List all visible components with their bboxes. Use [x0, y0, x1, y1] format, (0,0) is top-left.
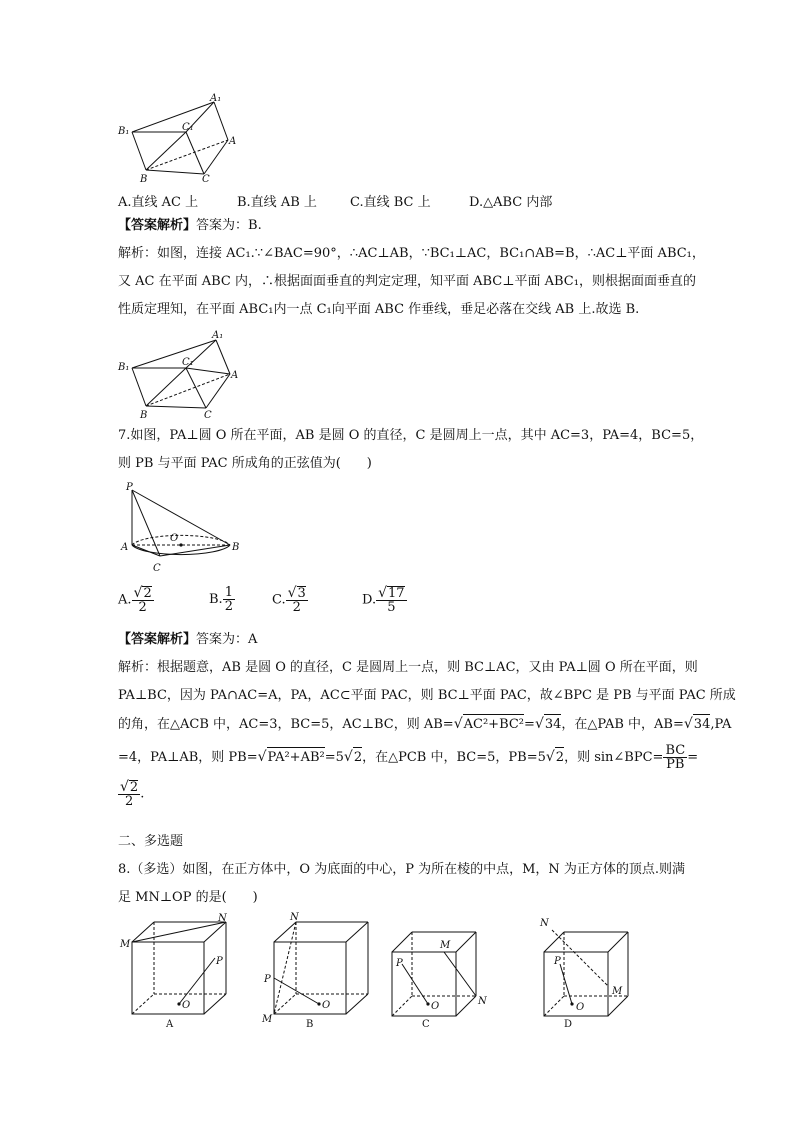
label-o: O: [431, 1001, 440, 1012]
q7-analysis-line-3: 的角，在△ACB 中，AC=3，BC=5，AC⊥BC，则 AB=√AC²+BC²=√34，在△PAB 中，AB=√34,PA: [118, 714, 731, 735]
cube-figure-c: [384, 912, 494, 1032]
label-a: A: [229, 136, 237, 147]
label-b: B: [140, 410, 148, 421]
q6-option-a: A.直线 AC 上: [118, 195, 199, 210]
q6-option-c: C.直线 BC 上: [350, 195, 431, 210]
label-a: A: [121, 542, 129, 553]
label-o: O: [170, 533, 179, 544]
caption-a: A: [166, 1019, 174, 1030]
label-p: P: [126, 482, 133, 493]
q7-option-a: A. $\frac{√2}{2}$: [118, 585, 152, 615]
q7-stem-line-1: 7.如图，PA⊥圆 O 所在平面，AB 是圆 O 的直径，C 是圆周上一点，其中 AC=3，PA=4，BC=5，: [118, 428, 704, 443]
q6-option-b: B.直线 AB 上: [237, 195, 317, 210]
q7-answer: [118, 630, 257, 650]
label-n: N: [540, 918, 549, 929]
label-c1: C₁: [182, 357, 194, 368]
caption-d: D: [564, 1019, 573, 1030]
label-p: P: [554, 956, 561, 967]
answer-text: 答案为：A: [196, 632, 258, 647]
cube-figure-a: [118, 912, 238, 1032]
label-o: O: [182, 1000, 191, 1011]
q6-answer: [118, 216, 262, 236]
figure-cone: [118, 480, 238, 575]
q7-analysis-line-2: PA⊥BC，因为 PA∩AC=A，PA，AC⊂平面 PAC，则 BC⊥平面 PAC，故∠BPC 是 PB 与平面 PAC 所成: [118, 688, 736, 703]
label-n: N: [290, 912, 299, 923]
q6-analysis-line-1: 解析：如图，连接 AC₁.∵∠BAC=90°，∴AC⊥AB，∵BC₁⊥AC，BC₁∩AB=B，∴AC⊥平面 ABC₁，: [118, 246, 705, 261]
q6-analysis-line-3: 性质定理知，在平面 ABC₁内一点 C₁向平面 ABC 作垂线，垂足必落在交线 AB 上.故选 B.: [118, 302, 640, 317]
label-p: P: [264, 974, 271, 985]
caption-c: C: [422, 1019, 430, 1030]
label-m: M: [262, 1014, 273, 1025]
label-c: C: [153, 563, 161, 574]
section-title: 二、多选题: [118, 834, 184, 849]
label-m: M: [612, 986, 623, 997]
q7-option-d: D. $\frac{√17}{5}$: [362, 585, 405, 615]
figure-prism-2: [116, 330, 246, 420]
q7-stem-line-2: 则 PB 与平面 PAC 所成角的正弦值为( ): [118, 456, 372, 471]
label-a1: A₁: [210, 93, 222, 104]
q8-stem-line-2: 足 MN⊥OP 的是( ): [118, 890, 258, 905]
label-c: C: [202, 174, 210, 185]
q7-option-c: C. $\frac{√3}{2}$: [272, 585, 306, 615]
label-o: O: [576, 1002, 585, 1013]
caption-b: B: [306, 1019, 314, 1030]
q6-analysis-line-2: 又 AC 在平面 ABC 内，∴根据面面垂直的判定定理，知平面 ABC⊥平面 ABC₁，则根据面面垂直的: [118, 274, 696, 289]
label-b: B: [140, 174, 148, 185]
q7-analysis-line-5: $\frac{√2}{2}$ .: [120, 779, 145, 809]
label-b: B: [232, 542, 240, 553]
label-a: A: [231, 370, 239, 381]
label-c: C: [204, 410, 212, 421]
label-a1: A₁: [212, 330, 224, 341]
q7-analysis-line-4: =4，PA⊥AB，则 PB=√PA²+AB²=5√2，在△PCB 中，BC=5，PB=5√2，则 sin∠BPC= $\frac{BC}{PB}$ =: [118, 743, 699, 772]
label-n: N: [478, 996, 487, 1007]
q6-option-d: D.△ABC 内部: [469, 195, 553, 210]
label-c1: C₁: [182, 122, 194, 133]
q7-option-b: B. $\frac{1}{2}$: [209, 585, 233, 614]
label-p: P: [216, 956, 223, 967]
label-m: M: [440, 940, 451, 951]
q7-analysis-line-1: 解析：根据题意，AB 是圆 O 的直径，C 是圆周上一点，则 BC⊥AC，又由 PA⊥圆 O 所在平面，则: [118, 660, 698, 675]
answer-tag: 【答案解析】: [118, 218, 197, 233]
answer-tag: 【答案解析】: [118, 632, 197, 647]
cube-figure-b: [262, 912, 372, 1032]
figure-prism-1: [116, 92, 246, 184]
answer-text: 答案为：B.: [196, 218, 262, 233]
label-b1: B₁: [118, 126, 130, 137]
label-o: O: [322, 1000, 331, 1011]
cube-figure-d: [530, 912, 640, 1032]
label-n: N: [218, 913, 227, 924]
label-m: M: [120, 939, 131, 950]
label-p: P: [396, 958, 403, 969]
label-b1: B₁: [118, 362, 130, 373]
q8-stem-line-1: 8.（多选）如图，在正方体中，O 为底面的中心，P 为所在棱的中点，M，N 为正方体的顶点.则满: [118, 862, 686, 877]
